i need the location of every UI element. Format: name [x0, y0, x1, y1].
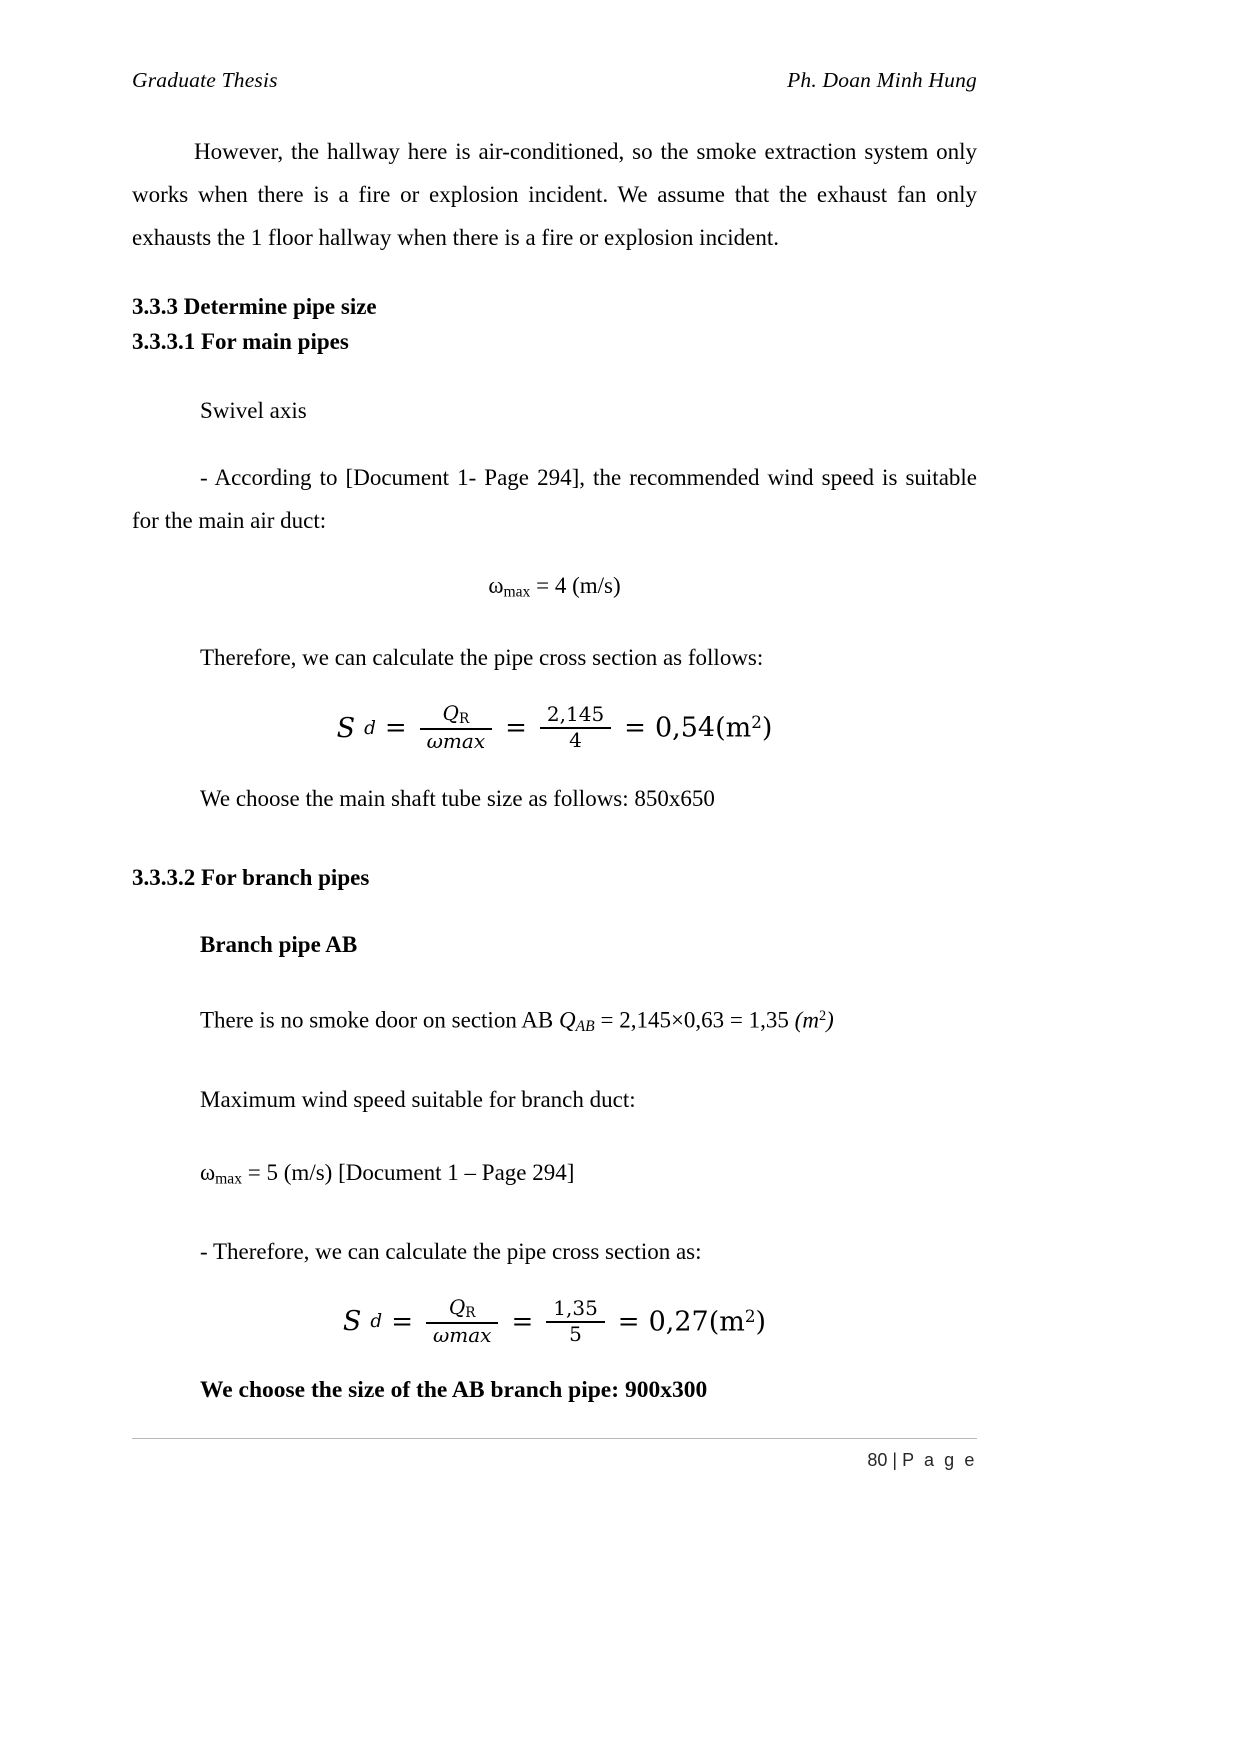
- eq2-fraction-2: [546, 1298, 605, 1345]
- eq2-result: $0,27(m^2)$: [648, 1305, 767, 1338]
- header-left-title: Graduate Thesis: [132, 68, 278, 92]
- eq-denominator-1: ωmax: [420, 728, 492, 753]
- spacer: [132, 965, 977, 995]
- eq-fraction-1: [420, 703, 492, 752]
- eq-denominator-2: 4: [540, 727, 611, 752]
- omega-max-branch-line: [200, 1151, 977, 1200]
- according-to-paragraph: - According to [Document 1- Page 294], the recommended wind speed is suitable for the main air duct:: [132, 465, 977, 533]
- spacer: [132, 1200, 977, 1230]
- q-ab-expression: = 2,145×0,63 = 1,35: [600, 1007, 795, 1033]
- intro-paragraph: However, the hallway here is air-conditioned, so the smoke extraction system only works when there is a fire or explosion incident. We assume that the exhaust fan only exhausts the 1 floor hallway when there is a fire or explosion incident.: [132, 139, 977, 250]
- eq-equals-3: =: [624, 713, 646, 744]
- omega-symbol: ω: [488, 573, 504, 598]
- branch-pipe-ab-subheading: Branch pipe AB: [200, 931, 358, 957]
- spacer: [132, 753, 977, 777]
- omega-value: = 4 (m/s): [536, 573, 621, 598]
- eq-numerator-1: $Q_R$: [442, 701, 470, 728]
- eq2-numerator-1: $Q_R$: [448, 1294, 476, 1321]
- q-ab-unit-open: (m: [794, 1007, 819, 1033]
- footer-separator: |: [892, 1450, 898, 1470]
- page-footer: [132, 1450, 977, 1471]
- max-wind-speed-line: Maximum wind speed suitable for branch duct:: [200, 1086, 636, 1112]
- spacer: [132, 259, 977, 289]
- eq2-equals-3: =: [617, 1306, 640, 1337]
- choose-main-size-line: We choose the main shaft tube size as follows: 850x650: [200, 785, 715, 811]
- spacer: [132, 1048, 977, 1078]
- eq-lhs-subscript: d: [364, 717, 376, 739]
- spacer: [132, 1273, 977, 1297]
- footer-page-word: P a g e: [902, 1450, 977, 1470]
- q-ab-unit-sup: 2: [818, 1007, 827, 1024]
- q-ab-symbol: Q: [559, 1007, 576, 1033]
- eq-equals-1: =: [384, 713, 407, 744]
- eq-lhs-symbol: S: [336, 712, 356, 744]
- swivel-axis-line: Swivel axis: [200, 398, 307, 423]
- omega-subscript: max: [503, 583, 531, 601]
- eq2-denominator-2: 5: [546, 1321, 605, 1346]
- therefore-calc-line: Therefore, we can calculate the pipe cross section as follows:: [200, 645, 764, 671]
- spacer: [132, 820, 977, 860]
- spacer: [132, 542, 977, 566]
- q-ab-subscript: AB: [575, 1017, 595, 1035]
- eq-fraction-2: [540, 704, 611, 751]
- eq-equals-2: =: [505, 713, 527, 744]
- eq2-lhs-subscript: d: [370, 1311, 383, 1333]
- eq2-equals-2: =: [511, 1306, 534, 1337]
- spacer: [132, 679, 977, 703]
- omega-max-main-equation: [132, 566, 977, 612]
- footer-page-number: 80: [867, 1450, 888, 1470]
- eq2-equals-1: =: [391, 1306, 413, 1337]
- heading-3-3-3-2: 3.3.3.2 For branch pipes: [132, 864, 370, 890]
- eq-numerator-2: 2,145: [546, 702, 605, 727]
- omega-branch-symbol: ω: [200, 1159, 216, 1185]
- therefore-calc-line-2: - Therefore, we can calculate the pipe cross section as:: [200, 1238, 702, 1264]
- q-ab-unit-close: ): [826, 1007, 834, 1033]
- equation-main-cross-section: [132, 703, 977, 752]
- spacer: [132, 1121, 977, 1151]
- no-smoke-door-prefix: There is no smoke door on section AB: [200, 1007, 560, 1033]
- heading-3-3-3: 3.3.3 Determine pipe size: [132, 294, 377, 319]
- choose-branch-size-line: We choose the size of the AB branch pipe: 900x300: [200, 1377, 708, 1404]
- eq2-denominator-1: ωmax: [426, 1322, 498, 1347]
- footer-divider: [132, 1438, 977, 1439]
- eq2-lhs-symbol: S: [342, 1306, 362, 1338]
- spacer: [132, 1346, 977, 1370]
- eq-result: $0,54(m^2)$: [654, 712, 773, 744]
- spacer: [132, 612, 977, 636]
- eq2-fraction-1: [426, 1294, 498, 1347]
- no-smoke-door-line: [200, 995, 977, 1048]
- equation-branch-cross-section: [132, 1294, 977, 1347]
- spacer: [132, 895, 977, 925]
- omega-branch-value: = 5 (m/s) [Document 1 – Page 294]: [247, 1159, 575, 1185]
- header-right-author: Ph. Doan Minh Hung: [787, 68, 977, 92]
- heading-3-3-3-1: 3.3.3.1 For main pipes: [132, 329, 349, 354]
- page-content: [132, 130, 977, 1410]
- running-header: [132, 68, 977, 93]
- omega-branch-subscript: max: [215, 1169, 243, 1187]
- spacer: [132, 359, 977, 389]
- spacer: [132, 432, 977, 456]
- eq2-numerator-2: 1,35: [553, 1296, 598, 1320]
